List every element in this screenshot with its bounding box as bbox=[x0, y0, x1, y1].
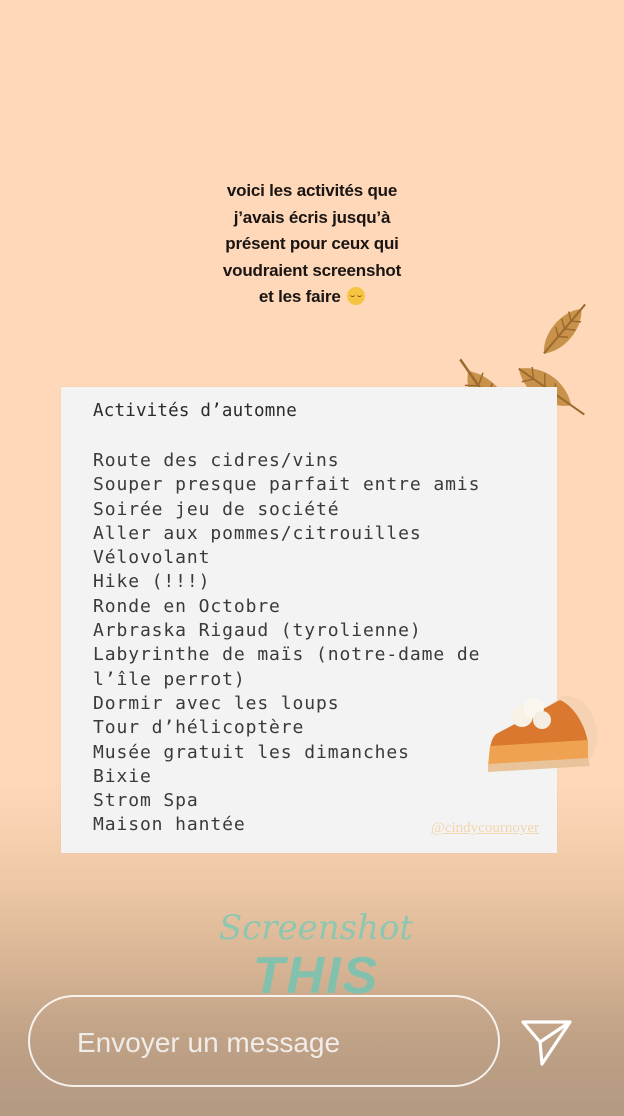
list-item: Strom Spa bbox=[93, 790, 199, 812]
caption-text: et les faire bbox=[258, 287, 341, 306]
list-item: Route des cidres/vins bbox=[93, 450, 340, 471]
caption-line: j’avais écris jusqu’à bbox=[233, 207, 391, 227]
caption-line: voudraient screenshot bbox=[222, 260, 402, 280]
sticker-bold-text: THIS bbox=[252, 947, 380, 1005]
list-item: Ronde en Octobre bbox=[93, 595, 281, 617]
caption-line: présent pour ceux qui bbox=[225, 234, 399, 253]
story-caption bbox=[150, 178, 474, 311]
list-item: Souper presque parfait entre amis bbox=[93, 474, 481, 496]
list-item: Tour d’hélicoptère bbox=[93, 717, 305, 739]
list-item: Vélovolant bbox=[93, 547, 211, 569]
sticker-script-text: Screenshot bbox=[218, 908, 414, 948]
list-item: Hike (!!!) bbox=[93, 571, 211, 593]
list-item: Aller aux pommes/citrouilles bbox=[93, 522, 422, 544]
message-reply-bar[interactable] bbox=[28, 995, 500, 1087]
screenshot-this-sticker bbox=[218, 908, 414, 1008]
activities-list bbox=[93, 449, 480, 838]
list-item: Dormir avec les loups bbox=[93, 692, 340, 714]
relieved-face-emoji-icon bbox=[347, 287, 365, 305]
list-item: Musée gratuit les dimanches bbox=[93, 741, 410, 763]
list-item: Soirée jeu de société bbox=[93, 498, 340, 520]
note-title: Activités d’automne bbox=[93, 401, 297, 421]
activities-note-card bbox=[61, 387, 557, 853]
send-paper-plane-icon[interactable] bbox=[520, 1018, 574, 1068]
message-input[interactable] bbox=[75, 1019, 479, 1067]
pumpkin-pie-icon bbox=[482, 686, 602, 776]
list-item: Maison hantée bbox=[93, 814, 246, 836]
list-item: Arbraska Rigaud (tyrolienne) bbox=[93, 620, 422, 642]
caption-line: voici les activités que bbox=[226, 181, 398, 200]
list-item: l’île perrot) bbox=[93, 668, 246, 690]
list-item: Labyrinthe de maïs (notre-dame de bbox=[93, 644, 481, 666]
list-item: Bixie bbox=[93, 765, 152, 787]
author-watermark: @cindycournoyer bbox=[431, 820, 539, 836]
caption-line-last bbox=[150, 284, 474, 311]
